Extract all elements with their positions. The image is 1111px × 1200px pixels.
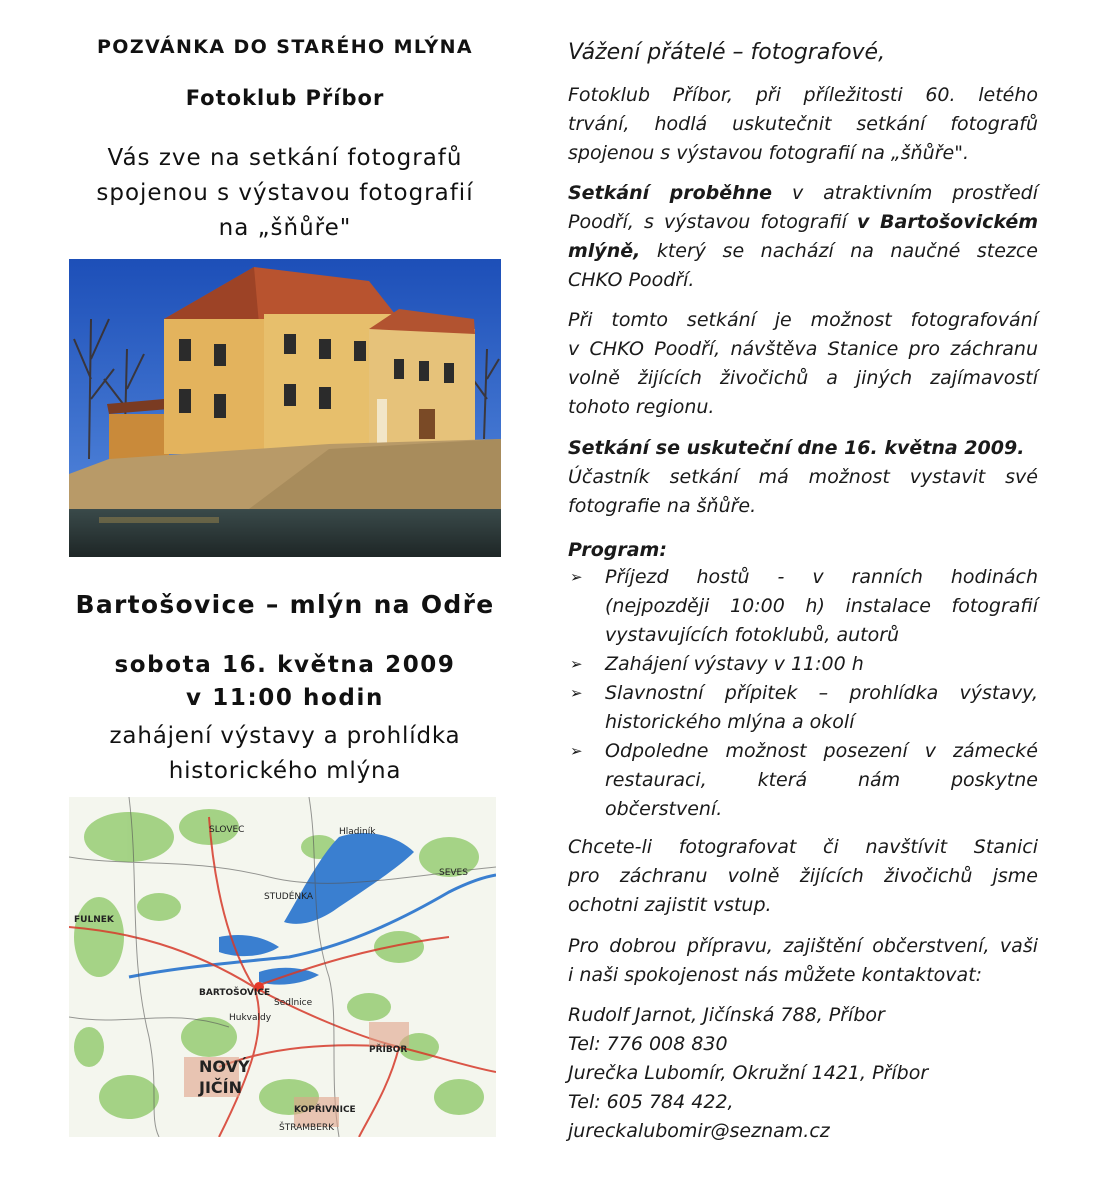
program-item: ➢ Odpoledne možnost posezení v zámecké restauraci, která nám poskytne občerstvení. xyxy=(568,737,1038,824)
arrow-bullet-icon: ➢ xyxy=(570,655,583,673)
program-list xyxy=(568,563,1038,824)
contact-phone-2: Tel: 605 784 422, xyxy=(568,1091,734,1113)
map-label-koprivnice: KOPŘIVNICE xyxy=(294,1105,356,1115)
map-label-sedlnice: Sedlnice xyxy=(274,998,313,1008)
event-opening: zahájení výstavy a prohlídka historického mlýna xyxy=(109,723,461,784)
paragraph-contact-intro: Pro dobrou přípravu, zajištění občerstvení, vaši i naši spokojenost nás můžete kontaktovat: xyxy=(568,935,1038,986)
invitation-title: POZVÁNKA DO STARÉHO MLÝNA xyxy=(96,36,474,58)
arrow-bullet-icon: ➢ xyxy=(570,684,583,702)
mill-photo xyxy=(69,259,501,557)
map-label-novy: NOVÝ xyxy=(199,1057,250,1076)
contacts xyxy=(568,1001,1038,1146)
map-label-jicin: JIČÍN xyxy=(199,1078,242,1097)
contact-email[interactable]: jureckalubomir@seznam.cz xyxy=(568,1120,830,1142)
arrow-bullet-icon: ➢ xyxy=(570,742,583,760)
map-label-stramberk: ŠTRAMBERK xyxy=(279,1123,335,1133)
invitation-text: Vás zve na setkání fotografů spojenou s výstavou fotografií na „šňůře" xyxy=(96,145,474,241)
arrow-bullet-icon: ➢ xyxy=(570,568,583,586)
map-label-seves: SEVES xyxy=(439,868,468,878)
paragraph-location: Setkání proběhne v atraktivním prostředí Poodří, s výstavou fotografií v Bartošovickém mlýně, který se nachází na naučné stezce CHKO Poodří. xyxy=(568,182,1038,291)
map-label-hukvaldy: Hukvaldy xyxy=(229,1013,272,1023)
map-label-pribor: PŘÍBOR xyxy=(369,1045,408,1055)
paragraph-station: Chcete-li fotografovat či navštívit Stanici pro záchranu volně žijících živočichů jsme ochotni zajistit vstup. xyxy=(568,836,1038,916)
program-label: Program: xyxy=(568,539,667,561)
greeting: Vážení přátelé – fotografové, xyxy=(568,40,886,65)
program-item: ➢ Zahájení výstavy v 11:00 h xyxy=(568,650,1038,679)
map-label-slovec: SLOVEC xyxy=(209,825,245,835)
map-label-hladinik: Hladiník xyxy=(339,827,376,837)
region-map xyxy=(69,797,496,1137)
contact-phone-1: Tel: 776 008 830 xyxy=(568,1033,728,1055)
contact-address-1: Rudolf Jarnot, Jičínská 788, Příbor xyxy=(568,1004,885,1026)
paragraph-intro: Fotoklub Příbor, při příležitosti 60. letého trvání, hodlá uskutečnit setkání fotografů spojenou s výstavou fotografií na „šňůře". xyxy=(568,84,1038,164)
program-item: ➢ Příjezd hostů - v ranních hodinách (nejpozději 10:00 h) instalace fotografií vystavujících fotoklubů, autorů xyxy=(568,563,1038,650)
contact-address-2: Jurečka Lubomír, Okružní 1421, Příbor xyxy=(568,1062,929,1084)
club-name: Fotoklub Příbor xyxy=(185,86,385,110)
program-item: ➢ Slavnostní přípitek – prohlídka výstavy, historického mlýna a okolí xyxy=(568,679,1038,737)
map-label-bartosovice: BARTOŠOVICE xyxy=(199,988,271,998)
paragraph-activities: Při tomto setkání je možnost fotografování v CHKO Poodří, návštěva Stanice pro záchranu volně žijících živočichů a jiných zajímavostí tohoto regionu. xyxy=(568,309,1038,418)
map-label-studenka: STUDÉNKA xyxy=(264,892,314,902)
paragraph-date: Setkání se uskuteční dne 16. května 2009. Účastník setkání má možnost vystavit své fotografie na šňůře. xyxy=(568,437,1038,517)
event-place: Bartošovice – mlýn na Odře xyxy=(75,590,495,619)
event-date: sobota 16. května 2009 v 11:00 hodin xyxy=(114,652,456,711)
map-label-fulnek: FULNEK xyxy=(74,915,114,925)
